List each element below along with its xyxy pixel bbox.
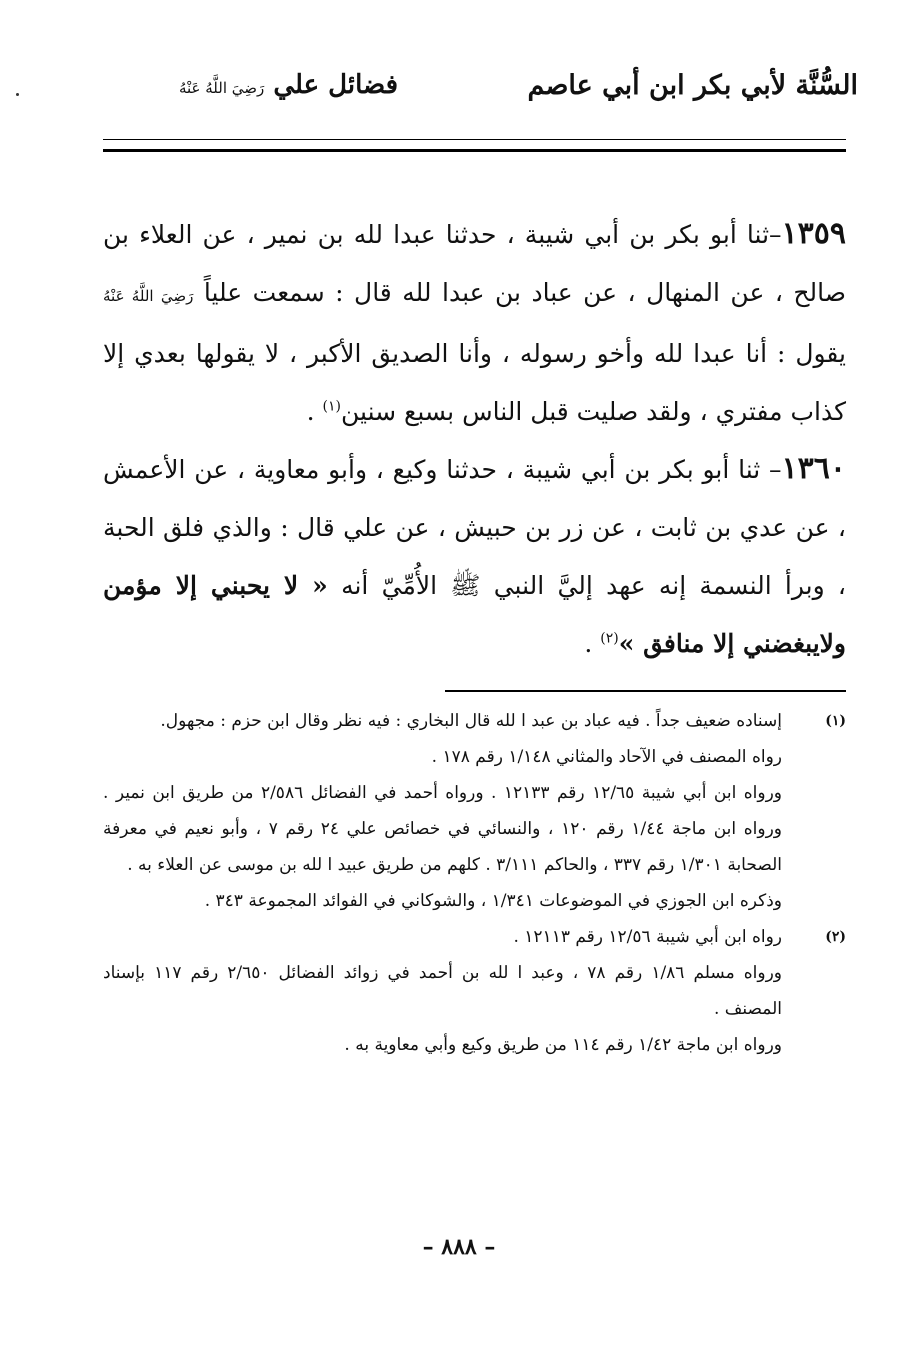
chapter-title [179, 70, 398, 100]
footnote-separator [445, 690, 846, 692]
footnote-line: وذكره ابن الجوزي في الموضوعات ١/٣٤١ ، والشوكاني في الفوائد المجموعة ٣٤٣ . [204, 891, 782, 911]
footnote-reference[interactable]: (٢) [600, 630, 619, 647]
footnote-line: إسناده ضعيف جداً . فيه عباد بن عبد ا لله قال البخاري : فيه نظر وقال ابن حزم : مجهول. [160, 711, 782, 731]
hadith-1360 [103, 440, 846, 673]
honorific-glyph: رَضِيَ اللَّهُ عَنْهُ [178, 79, 265, 97]
footnote-line: ورواه ابن أبي شيبة ١٢/٦٥ رقم ١٢١٣٣ . ورواه أحمد في الفضائل ٢/٥٨٦ من طريق ابن نمير . ورواه ابن ماجة ١/٤٤ رقم ١٢٠ ، والنسائي في خصائص علي ٢٤ رقم ٧ ، وأبو نعيم في معرفة الصحابة ١/٣٠١ رقم ٣٣٧ ، والحاكم ٣/١١١ . كلهم من طريق عبيد ا لله بن موسى عن العلاء به . [103, 783, 782, 875]
footnote-line: رواه المصنف في الآحاد والمثاني ١/١٤٨ رقم ١٧٨ . [431, 747, 782, 767]
hadith-number: ١٣٥٩ [781, 216, 846, 251]
header-rule-thin [103, 139, 846, 140]
footnote-marker: (١) [825, 713, 846, 729]
hadith-text-continued: يقول : أنا عبدا لله وأخو رسوله ، وأنا الصديق الأكبر ، لا يقولها بعدي إلا كذاب مفتري ، ولقد صليت قبل الناس بسبع سنين [103, 339, 846, 426]
hadith-text: – ثنا أبو بكر بن أبي شيبة ، حدثنا وكيع ، وأبو معاوية ، عن الأعمش ، عن عدي بن ثابت ، عن زر بن حبيش ، عن علي قال : والذي فلق الحبة ، وبرأ النسمة إنه عهد إليَّ النبي ﷺ الأُمِّيّ أنه [103, 455, 846, 600]
footnote-marker: (٢) [825, 929, 846, 945]
hadith-text: –ثنا أبو بكر بن أبي شيبة ، حدثنا عبدا لله بن نمير ، عن العلاء بن صالح ، عن المنهال ، عن عباد بن عبدا لله قال : سمعت علياً [103, 220, 846, 307]
hadith-quote: « لا يحبني إلا مؤمن ولايبغضني إلا منافق » [103, 571, 846, 658]
footnote-line: ورواه مسلم ١/٨٦ رقم ٧٨ ، وعبد ا لله بن أحمد في زوائد الفضائل ٢/٦٥٠ رقم ١١٧ بإسناد المصنف . [103, 963, 782, 1019]
hadith-ending: . [584, 629, 601, 658]
footnote-1 [103, 703, 846, 919]
header-rule-thick [103, 149, 846, 152]
footnote-line: رواه ابن أبي شيبة ١٢/٥٦ رقم ١٢١١٣ . [513, 927, 782, 947]
chapter-title-text: فضائل علي [273, 70, 398, 100]
hadith-number: ١٣٦٠ [781, 451, 846, 486]
hadith-1359 [103, 205, 846, 441]
hadith-ending: . [306, 397, 323, 426]
footnote-2 [103, 919, 846, 1063]
book-title: السُّنَّة لأبي بكر ابن أبي عاصم [527, 70, 858, 101]
footnote-line: ورواه ابن ماجة ١/٤٢ رقم ١١٤ من طريق وكيع وأبي معاوية به . [344, 1035, 782, 1055]
scan-speck [16, 93, 19, 96]
footnote-reference[interactable]: (١) [322, 398, 341, 415]
page-number: – ٨٨٨ – [422, 1234, 496, 1260]
honorific-glyph: رَضِيَ اللَّهُ عَنْهُ [103, 287, 194, 305]
running-header [100, 66, 858, 114]
footnotes [103, 703, 846, 1063]
